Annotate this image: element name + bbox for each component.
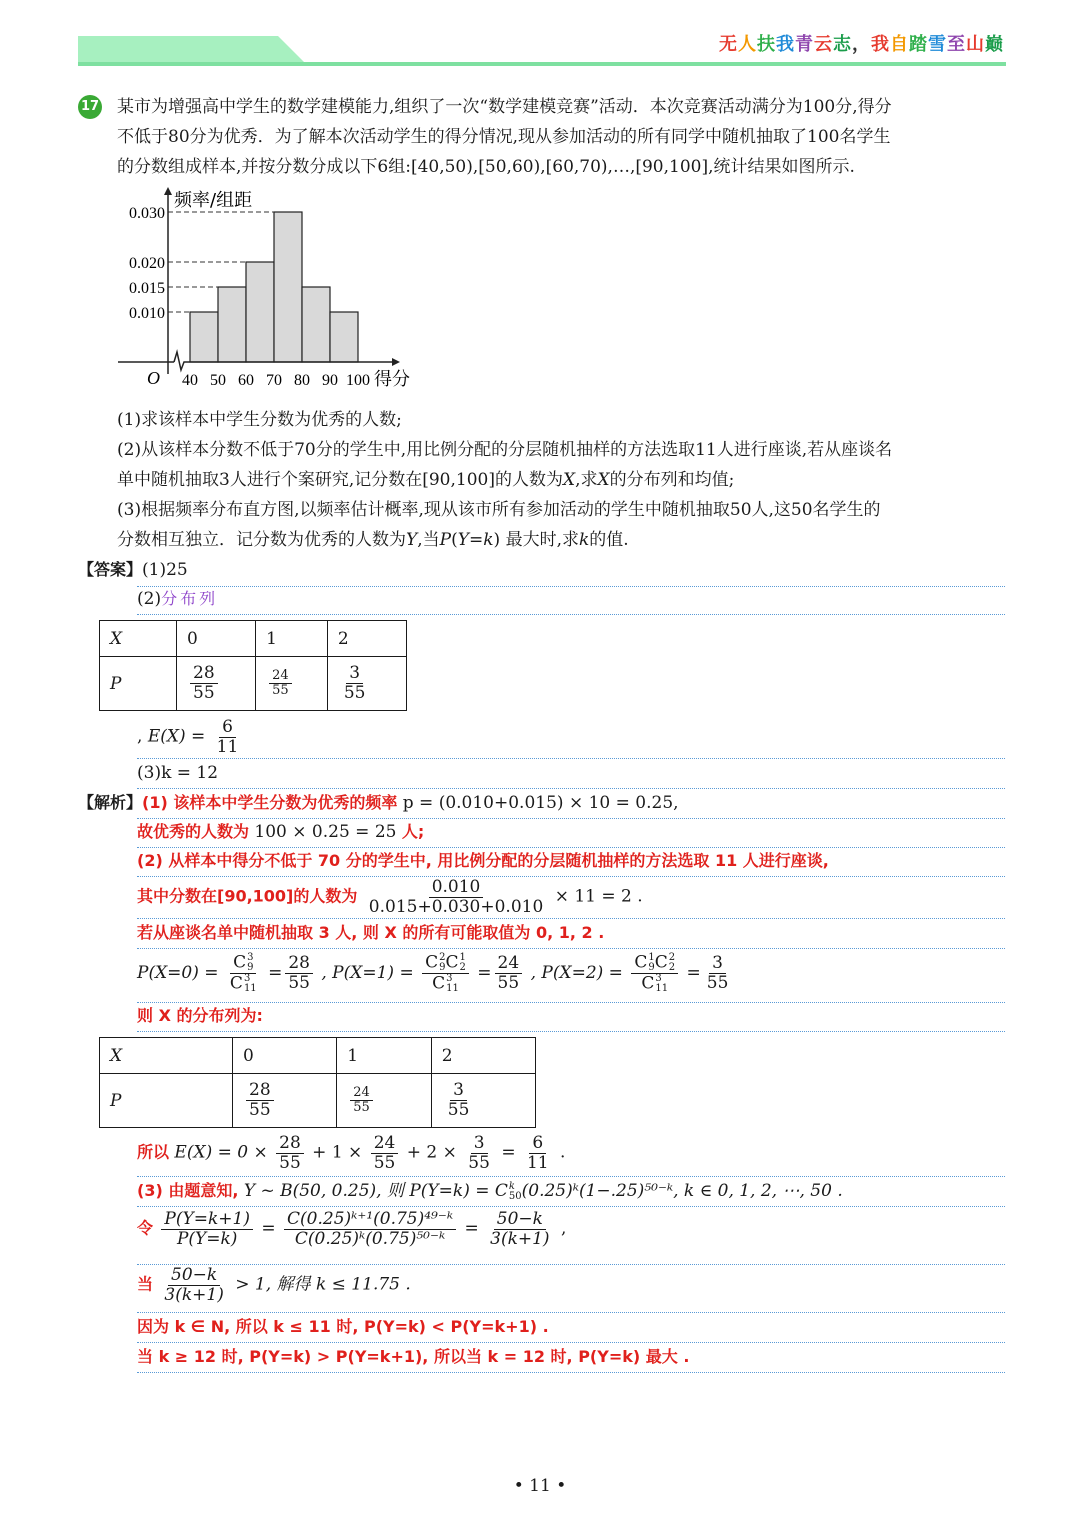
- table-cell: 2: [431, 1038, 535, 1074]
- slogan-char: 青: [795, 34, 814, 55]
- slogan-char: 至: [947, 34, 966, 55]
- page-number: • 11 •: [513, 1476, 567, 1496]
- y-tick-label: 0.030: [129, 205, 165, 222]
- slogan-char: 巅: [985, 34, 1004, 55]
- analysis-line-1: [78, 789, 679, 817]
- analysis-line-6: P(X=0) = C 3 9 C 3 11 = $\frac{28}{55}$ , P(X=1) = C 2 9 C 1 2 C 3 11 = $\frac{24}{55}$ , P(X=2) = C 1 9 C 2 2 C 3 11 = $\frac{3}{55}$: [137, 952, 729, 994]
- math-text: P(X=0) =: [137, 963, 219, 983]
- q2b-pre: 单中随机抽取3人进行个案研究,记分数在[90,100]的人数为: [117, 470, 563, 490]
- slogan-char: 自: [890, 34, 909, 55]
- math-text: × 11 = 2 .: [554, 886, 643, 907]
- histogram-bar: [302, 287, 330, 362]
- slogan-char: 扶: [757, 34, 776, 55]
- answer-tag: 【答案】: [78, 560, 143, 579]
- answer-line-1: [78, 556, 188, 584]
- slogan-char: 志: [833, 34, 852, 55]
- divider: [137, 758, 1005, 759]
- table-cell: $\frac{3}{55}$: [431, 1074, 535, 1128]
- divider: [137, 876, 1005, 877]
- table-cell: $\frac{3}{55}$: [327, 657, 406, 711]
- answer-distribution-table: [99, 620, 407, 711]
- frequency-histogram: [110, 185, 430, 395]
- x-axis-label: 得分: [374, 369, 410, 390]
- divider: [137, 586, 1005, 587]
- table-row: [100, 657, 407, 711]
- histogram-bar: [274, 212, 302, 362]
- math-text: Y ~ B(50, 0.25), 则 P(Y=k) = C: [243, 1181, 508, 1201]
- table-cell: $\frac{28}{55}$: [177, 657, 256, 711]
- histogram-bar: [190, 312, 218, 362]
- x-tick-label: 40: [182, 372, 198, 389]
- slogan-char: 人: [738, 34, 757, 55]
- divider: [137, 1002, 1005, 1003]
- q2b-mid: ,求: [575, 470, 598, 490]
- divider: [137, 1206, 1005, 1207]
- red-text: 则 X 的分布列为:: [137, 1006, 263, 1025]
- x-tick-label: 90: [322, 372, 338, 389]
- table-row: [100, 621, 407, 657]
- red-text: (2) 从样本中得分不低于 70 分的学生中, 用比例分配的分层随机抽样的方法选取 11 人进行座谈,: [137, 851, 829, 870]
- problem-line-3: 的分数组成样本,并按分数分成以下6组:[40,50),[50,60),[60,70),…,[90,100],统计结果如图所示.: [117, 157, 855, 177]
- math-text: , P(X=2) =: [530, 963, 623, 983]
- answer-2-label: (2): [137, 589, 162, 609]
- var-x: X: [562, 470, 576, 490]
- red-text: (1) 该样本中学生分数为优秀的频率: [142, 793, 398, 812]
- analysis-line-3: [137, 847, 829, 875]
- red-text: 其中分数在[90,100]的人数为: [137, 886, 358, 906]
- slogan-char: 雪: [928, 34, 947, 55]
- slogan-char: 山: [966, 34, 985, 55]
- divider: [137, 1031, 1005, 1032]
- question-3-line-2: 分数相互独立．记分数为优秀的人数为Y,当P(Y=k) 最大时,求k的值.: [117, 530, 629, 550]
- question-1: (1)求该样本中学生分数为优秀的人数;: [117, 410, 402, 430]
- table-row: [100, 1038, 536, 1074]
- red-text: 故优秀的人数为: [137, 822, 250, 841]
- table-cell: X: [100, 1038, 233, 1074]
- x-tick-label: 60: [238, 372, 254, 389]
- q3b-pre: 分数相互独立．记分数为优秀的人数为: [117, 530, 406, 550]
- q3b-mid2: 最大时,求: [505, 530, 579, 550]
- slogan-char: 我: [776, 34, 795, 55]
- table-cell: $\frac{24}{55}$: [337, 1074, 432, 1128]
- analysis-line-10: 令 $\frac{P(Y=k+1)}{P(Y=k)}$ = $\frac{\text{C(0.25)ᵏ⁺¹(0.75)⁴⁹⁻ᵏ}}{\text{C(0.25)ᵏ(0.75)⁵⁰⁻ᵏ}}$ = $\frac{50-k}{3(k+1)}$ ,: [137, 1209, 567, 1249]
- red-text: 当 k ≥ 12 时, P(Y=k) > P(Y=k+1), 所以当 k = 12 时, P(Y=k) 最大 .: [137, 1347, 690, 1366]
- q3b-post: 的值.: [589, 530, 629, 550]
- math-text: p = (0.010+0.015) × 10 = 0.25,: [402, 793, 679, 813]
- analysis-line-11: 当 $\frac{50-k}{3(k+1)}$ > 1, 解得 k ≤ 11.75 .: [137, 1265, 411, 1305]
- answer-expectation: , E(X) = $\frac{6}{11}$: [137, 717, 239, 757]
- math-text: (0.25)ᵏ(1−.25)⁵⁰⁻ᵏ, k ∈ 0, 1, 2, ⋯, 50 .: [521, 1181, 843, 1201]
- question-2-line-1: (2)从该样本分数不低于70分的学生中,用比例分配的分层随机抽样的方法选取11人进行座谈,若从座谈名: [117, 440, 893, 460]
- histogram-bar: [246, 262, 274, 362]
- red-text: 若从座谈名单中随机抽取 3 人, 则 X 的所有可能取值为 0, 1, 2 .: [137, 923, 605, 942]
- var-k: k: [578, 530, 590, 550]
- table-cell: X: [100, 621, 177, 657]
- y-tick-label: 0.010: [129, 305, 165, 322]
- analysis-tag: 【解析】: [78, 793, 143, 812]
- x-tick-label: 100: [346, 372, 370, 389]
- question-2-line-2: [117, 465, 1007, 495]
- problem-line-1: 某市为增强高中学生的数学建模能力,组织了一次“数学建模竞赛”活动．本次竞赛活动满分为100分,得分: [117, 97, 892, 117]
- slogan-char: 我: [871, 34, 890, 55]
- slogan-char: 云: [814, 34, 833, 55]
- table-cell: 1: [337, 1038, 432, 1074]
- analysis-distribution-table: [99, 1037, 536, 1128]
- x-tick-label: 70: [266, 372, 282, 389]
- divider: [137, 1264, 1005, 1265]
- math-text: E(X) = 0 ×: [174, 1142, 268, 1163]
- red-text: 当: [137, 1274, 154, 1294]
- histogram-bar: [330, 312, 358, 362]
- table-row: [100, 1074, 536, 1128]
- slogan-char: 踏: [909, 34, 928, 55]
- answer-3: (3)k = 12: [137, 763, 219, 783]
- analysis-line-12: [137, 1313, 549, 1341]
- divider: [137, 948, 1005, 949]
- analysis-line-9: (3) 由题意知, Y ~ B(50, 0.25), 则 P(Y=k) = C k 50 (0.25)ᵏ(1−.25)⁵⁰⁻ᵏ, k ∈ 0, 1, 2, ⋯, 50 .: [137, 1180, 843, 1202]
- y-tick-label: 0.015: [129, 280, 165, 297]
- analysis-line-7: [137, 1002, 263, 1030]
- x-tick-label: 80: [294, 372, 310, 389]
- red-text: 所以: [137, 1142, 170, 1162]
- question-3-line-1: (3)根据频率分布直方图,以频率估计概率,现从该市所有参加活动的学生中随机抽取50人,这50名学生的: [117, 500, 881, 520]
- table-cell: $\frac{24}{55}$: [256, 657, 328, 711]
- analysis-line-2: [137, 818, 424, 846]
- question-number-badge: 17: [78, 95, 102, 119]
- slogan-char: ，: [852, 34, 871, 55]
- table-cell: 1: [256, 621, 328, 657]
- q3b-mid: ,当: [417, 530, 440, 550]
- table-cell: $\frac{28}{55}$: [233, 1074, 337, 1128]
- table-cell: P: [100, 1074, 233, 1128]
- red-text: 因为 k ∈ N, 所以 k ≤ 11 时, P(Y=k) < P(Y=k+1) .: [137, 1317, 549, 1336]
- origin-label: O: [147, 368, 160, 388]
- var-x: X: [597, 470, 610, 490]
- var-y: Y: [406, 530, 418, 550]
- math-text: + 2 ×: [406, 1142, 457, 1163]
- y-axis-arrow: [164, 187, 172, 195]
- answer-1: (1)25: [142, 560, 188, 580]
- analysis-line-5: [137, 919, 604, 947]
- divider: [137, 614, 1005, 615]
- red-text: (3) 由题意知,: [137, 1181, 239, 1200]
- q2b-post: 的分布列和均值;: [609, 470, 735, 490]
- red-text: 令: [137, 1218, 154, 1238]
- table-cell: 0: [177, 621, 256, 657]
- divider: [137, 1372, 1005, 1373]
- x-axis-arrow: [392, 358, 400, 366]
- x-tick-label: 50: [210, 372, 226, 389]
- header-slogan: [719, 30, 1004, 56]
- math-text: =: [501, 1142, 516, 1163]
- table-cell: 2: [327, 621, 406, 657]
- table-cell: P: [100, 657, 177, 711]
- problem-line-2: 不低于80分为优秀．为了解本次活动学生的得分情况,现从参加活动的所有同学中随机抽取了100名学生: [117, 127, 891, 147]
- y-tick-label: 0.020: [129, 255, 165, 272]
- math-text: + 1 ×: [312, 1142, 363, 1163]
- red-text: 人;: [401, 822, 425, 841]
- ex-text: E(X) =: [147, 726, 206, 747]
- answer-2-word: 分布列: [161, 589, 219, 608]
- math-text: , P(X=1) =: [321, 963, 414, 983]
- analysis-line-4: 其中分数在[90,100]的人数为 $\frac{0.010}{0.015+0.030+0.010}$ × 11 = 2 .: [137, 877, 643, 917]
- math-text: > 1, 解得 k ≤ 11.75 .: [235, 1274, 411, 1295]
- analysis-line-8: 所以 E(X) = 0 × $\frac{28}{55}$ + 1 × $\frac{24}{55}$ + 2 × $\frac{3}{55}$ = $\frac{6}{11}$ .: [137, 1133, 566, 1173]
- math-text: 100 × 0.25 = 25: [254, 822, 397, 842]
- slogan-char: 无: [719, 34, 738, 55]
- analysis-line-13: [137, 1343, 689, 1371]
- expr-pyk: P: [439, 530, 452, 550]
- histogram-bar: [218, 287, 246, 362]
- table-cell: 0: [233, 1038, 337, 1074]
- answer-line-2: [137, 585, 218, 613]
- y-axis-label: 频率/组距: [174, 190, 253, 211]
